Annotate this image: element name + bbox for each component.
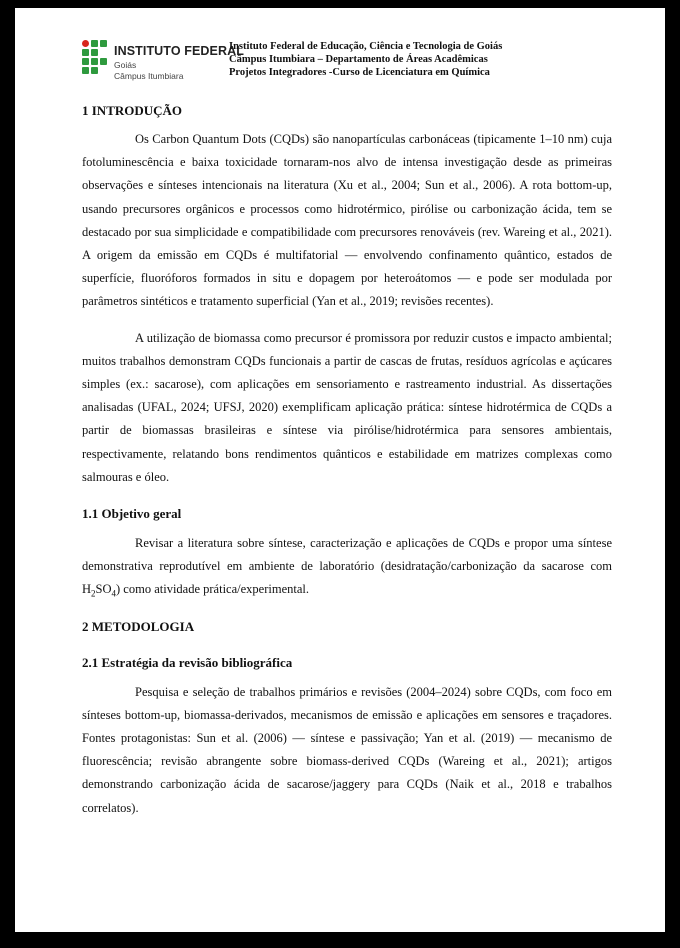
intro-paragraph-2: A utilização de biomassa como precursor é promissora por reduzir custos e impacto ambiental; muitos trabalhos demonstram CQDs funcionais a partir de cascas de frutas, resíduos agrícolas e açúcares simples (ex.: sacarose), com aplicações em sensoriamento e rastreamento industrial. As dissertações analisadas (UFAL, 2024; UFSJ, 2020) exemplificam aplicação prática: síntese hidrotérmica de CQDs a partir de biomassas brasileiras e síntese via pirólise/hidrotérmica para sensores ambientais, respectivamente, relatando bons rendimentos quânticos e estabilidade em matrizes complexas como salmouras e óleo. [82, 330, 612, 484]
institution-line-3: Projetos Integradores -Curso de Licenciatura em Química [229, 67, 490, 78]
section-title-objective: 1.1 Objetivo geral [82, 506, 182, 522]
logo-title: INSTITUTO FEDERAL [114, 44, 244, 58]
section-title-strategy: 2.1 Estratégia da revisão bibliográfica [82, 654, 293, 670]
institution-info [229, 40, 502, 79]
section-title-methodology: 2 METODOLOGIA [82, 618, 195, 634]
intro-paragraph-1: Os Carbon Quantum Dots (CQDs) são nanopartículas carbonáceas (tipicamente 1–10 nm) cuja fotoluminescência e baixa toxicidade tornaram-nos alvo de intensa investigação desde as primeiras observações e sínteses intencionais na literatura (Xu et al., 2004; Sun et al., 2006). A rota bottom-up, usando precursores orgânicos e processos como hidrotérmico, pirólise ou carbonização ácida, tem se destacado por sua simplicidade e compatibilidade com precursores renováveis (rev. Wareing et al., 2021). A origem da emissão em CQDs é multifatorial — envolvendo confinamento quântico, estados de superfície, fluoróforos formados in situ e dopagem por heteroátomos — e pode ser modulada por parâmetros sintéticos e tratamento superficial (Yan et al., 2019; revisões recentes). [82, 132, 612, 309]
logo-grid-icon [82, 40, 109, 76]
section-title-introduction: 1 INTRODUÇÃO [82, 103, 183, 118]
logo-subtitle-campus: Câmpus Itumbiara [114, 71, 184, 81]
institution-line-1: Instituto Federal de Educação, Ciência e Tecnologia de Goiás [229, 41, 503, 52]
strategy-paragraph: Pesquisa e seleção de trabalhos primários e revisões (2004–2024) sobre CQDs, com foco em sínteses bottom-up, biomassa-derivados, mecanismos de emissão e aplicações em sensores e traçadores. Fontes protagonistas: Sun et al. (2006) — síntese e passivação; Yan et al. (2019) — mecanismo de fluorescência; revisão abrangente sobre biomass-derived CQDs (Wareing et al., 2021); artigos demonstrando carbonização ácida de sacarose/jaggery para CQDs (Naik et al., 2018 e trabalhos correlatos). [82, 684, 612, 815]
institution-line-2: Câmpus Itumbiara – Departamento de Áreas Acadêmicas [229, 54, 488, 65]
institution-logo [82, 40, 244, 84]
page-header [82, 38, 602, 88]
logo-subtitle-state: Goiás [114, 60, 137, 70]
objective-paragraph: Revisar a literatura sobre síntese, caracterização e aplicações de CQDs e propor uma síntese demonstrativa reprodutível em ambiente de laboratório (desidratação/carbonização da sacarose com $H_2SO_4$) como atividade prática/experimental. [82, 536, 612, 599]
document-body [82, 95, 612, 820]
